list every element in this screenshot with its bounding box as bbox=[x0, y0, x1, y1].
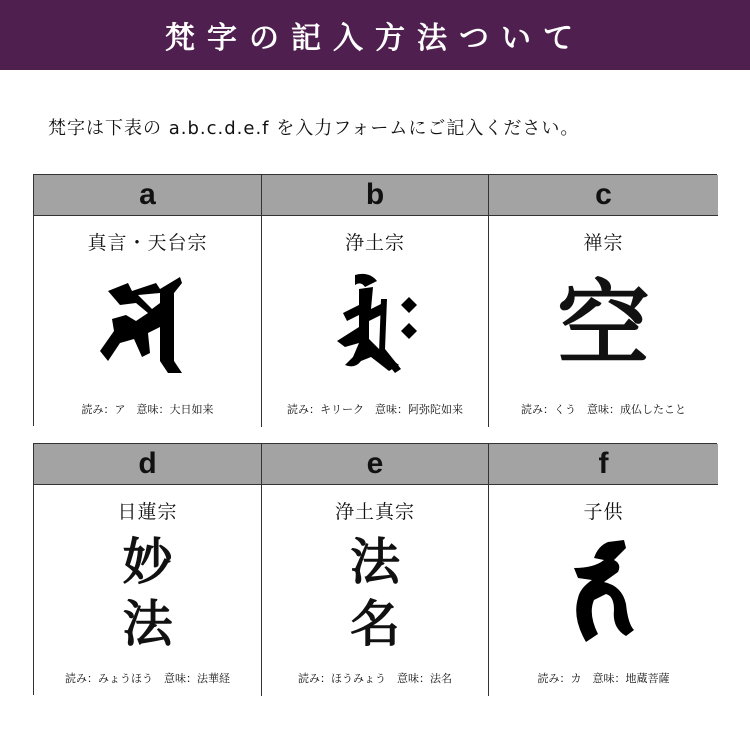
column-header-e: e bbox=[262, 444, 489, 485]
siddham-hrih-icon bbox=[325, 269, 425, 379]
column-header-c: c bbox=[489, 175, 718, 216]
kanji-glyph: 法 bbox=[350, 531, 400, 591]
siddham-a-icon bbox=[98, 269, 198, 379]
reading-meaning: 読み：ほうみょう 意味：法名 bbox=[298, 672, 452, 685]
sect-label: 浄土真宗 bbox=[334, 501, 415, 523]
reading-meaning: 読み：くう 意味：成仏したこと bbox=[521, 403, 686, 416]
option-card-f bbox=[489, 485, 718, 696]
sect-label: 浄土宗 bbox=[344, 232, 405, 254]
option-card-b bbox=[262, 216, 489, 427]
intro-text: 梵字は下表の a.b.c.d.e.f を入力フォームにご記入ください。 bbox=[48, 118, 580, 139]
option-table-bottom bbox=[33, 443, 717, 695]
column-header-b: b bbox=[262, 175, 489, 216]
option-card-c bbox=[489, 216, 718, 427]
kanji-glyph: 空 bbox=[557, 270, 650, 378]
column-header-a: a bbox=[34, 175, 262, 216]
sect-label: 禅宗 bbox=[583, 232, 624, 254]
sect-label: 子供 bbox=[583, 501, 624, 523]
siddham-ka-icon bbox=[564, 538, 644, 648]
reading-meaning: 読み：ア 意味：大日如来 bbox=[81, 403, 214, 416]
column-header-d: d bbox=[34, 444, 262, 485]
page-title: 梵字の記入方法ついて bbox=[165, 21, 585, 56]
option-card-e bbox=[262, 485, 489, 696]
kanji-glyph: 妙 bbox=[122, 531, 173, 591]
reading-meaning: 読み：みょうほう 意味：法華経 bbox=[65, 672, 230, 685]
option-table-top bbox=[33, 174, 717, 426]
reading-meaning: 読み：カ 意味：地蔵菩薩 bbox=[537, 672, 670, 685]
kanji-glyph: 名 bbox=[350, 594, 400, 653]
kanji-glyph: 法 bbox=[122, 594, 173, 653]
title-banner bbox=[0, 0, 750, 70]
sect-label: 真言・天台宗 bbox=[87, 232, 208, 254]
column-header-f: f bbox=[489, 444, 718, 485]
reading-meaning: 読み：キリーク 意味：阿弥陀如来 bbox=[287, 403, 463, 416]
option-card-d bbox=[34, 485, 262, 696]
sect-label: 日蓮宗 bbox=[117, 501, 178, 523]
option-card-a bbox=[34, 216, 262, 427]
